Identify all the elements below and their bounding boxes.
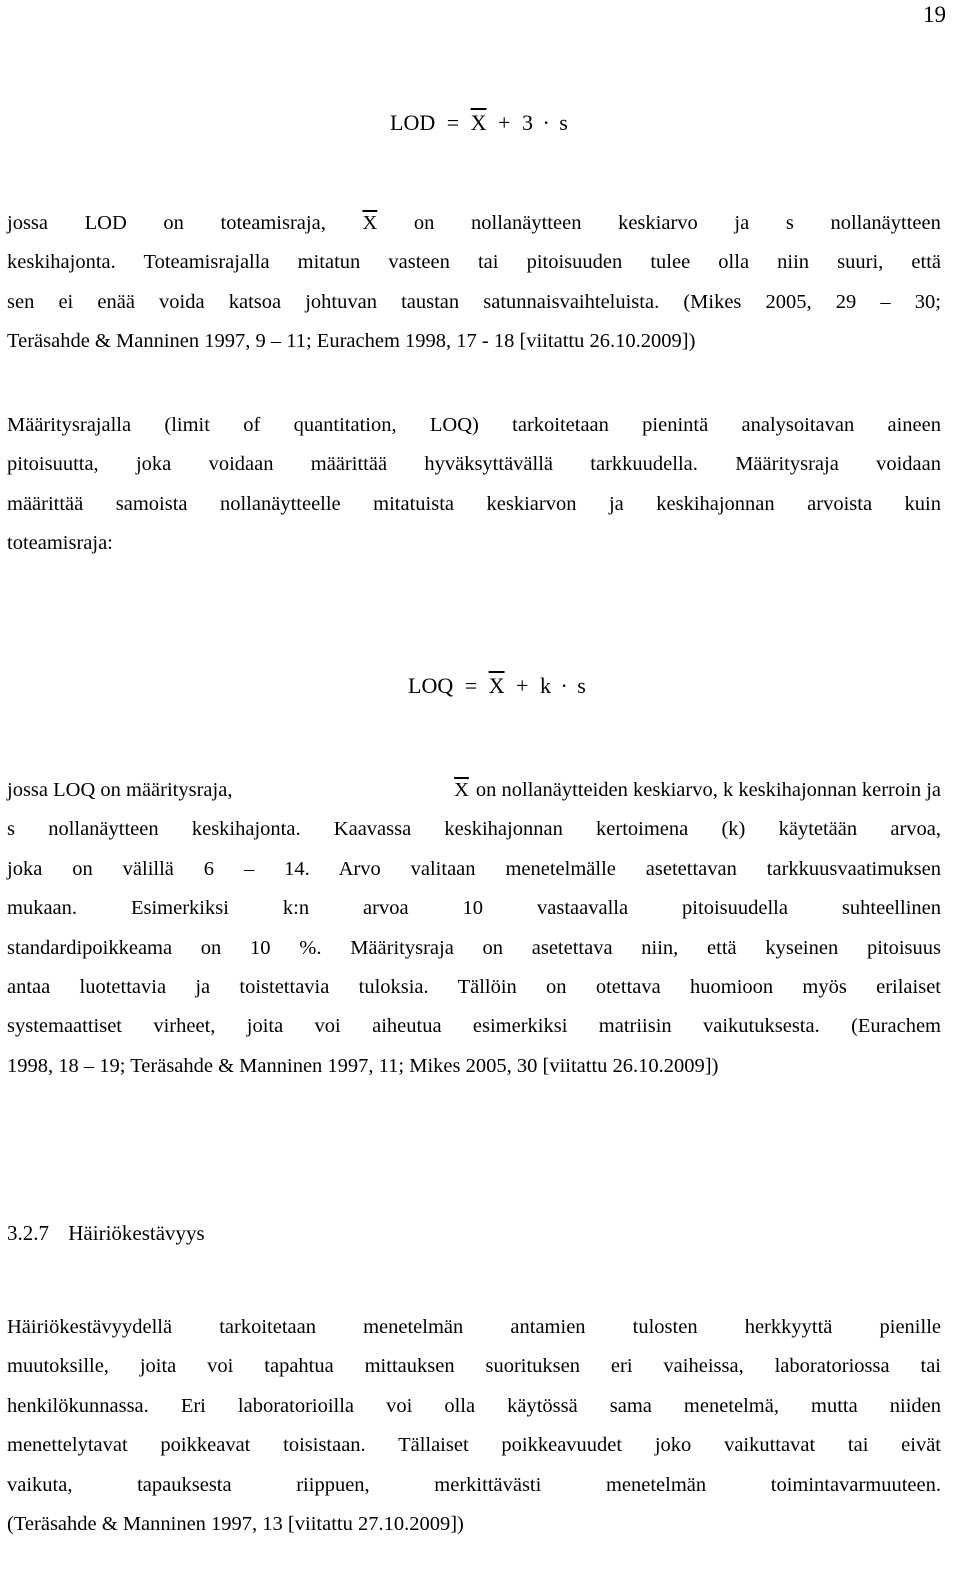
mean-symbol: $\overline{X}$ xyxy=(362,212,378,234)
word: LOD xyxy=(84,212,127,234)
formula-equals: = xyxy=(464,673,478,698)
word: toteamisraja, xyxy=(220,212,326,234)
page-number: 19 xyxy=(923,2,946,27)
paragraph-line xyxy=(7,204,941,243)
paragraph-line: muutoksille, joita voi tapahtua mittauksen suorituksen eri vaiheissa, laboratoriossa tai xyxy=(7,1355,941,1378)
paragraph-line: Häiriökestävyydellä tarkoitetaan menetelmän antamien tulosten herkkyyttä pienille xyxy=(7,1316,941,1338)
formula-lod xyxy=(390,110,568,136)
paragraph-line: antaa luotettavia ja toistettavia tuloksia. Tällöin on otettava huomioon myös erilaiset xyxy=(7,976,941,999)
paragraph-line: mukaan. Esimerkiksi k:n arvoa 10 vastaavalla pitoisuudella suhteellinen xyxy=(7,897,941,920)
word: nollanäytteen xyxy=(830,212,941,234)
paragraph-line: Määritysrajalla (limit of quantitation, LOQ) tarkoitetaan pienintä analysoitavan aineen xyxy=(7,414,941,436)
section-heading xyxy=(7,1221,205,1246)
paragraph-line: henkilökunnassa. Eri laboratorioilla voi olla käytössä sama menetelmä, mutta niiden xyxy=(7,1394,941,1417)
word: nollanäytteen xyxy=(471,212,582,234)
paragraph-line: standardipoikkeama on 10 %. Määritysraja on asetettava niin, että kyseinen pitoisuus xyxy=(7,936,941,959)
formula-equals: = xyxy=(446,110,460,135)
formula-loq xyxy=(408,673,586,699)
formula-dot: · xyxy=(542,110,550,135)
paragraph-lod xyxy=(7,204,941,362)
word: s xyxy=(785,212,794,234)
paragraph-line: sen ei enää voida katsoa johtuvan taustan satunnaisvaihteluista. (Mikes 2005, 29 – 30; xyxy=(7,290,941,313)
formula-mean: $\overline{X}$ xyxy=(470,110,487,135)
paragraph-robustness xyxy=(7,1308,941,1544)
word: jossa xyxy=(7,212,48,234)
formula-lhs: LOQ xyxy=(408,673,454,698)
word: on xyxy=(163,212,184,234)
formula-s: s xyxy=(577,673,586,698)
text-after-symbol: on nollanäytteiden keskiarvo, k keskihajonnan kerroin ja xyxy=(475,779,941,801)
paragraph-line: joka on välillä 6 – 14. Arvo valitaan menetelmälle asetettavan tarkkuusvaatimuksen xyxy=(7,857,941,880)
paragraph-line: menettelytavat poikkeavat toisistaan. Tällaiset poikkeavuudet joko vaikuttavat tai eivät xyxy=(7,1434,941,1457)
paragraph-line: vaikuta, tapauksesta riippuen, merkittävästi menetelmän toimintavarmuuteen. xyxy=(7,1473,941,1496)
paragraph-line: keskihajonta. Toteamisrajalla mitatun vasteen tai pitoisuuden tulee olla niin suuri, että xyxy=(7,251,941,274)
paragraph-line: (Teräsahde & Manninen 1997, 13 [viitattu 27.10.2009]) xyxy=(7,1513,464,1536)
word: on xyxy=(413,212,435,234)
paragraph-line: 1998, 18 – 19; Teräsahde & Manninen 1997, 11; Mikes 2005, 30 [viitattu 26.10.2009]) xyxy=(7,1054,719,1077)
word: ja xyxy=(734,212,750,234)
word: keskiarvo xyxy=(618,212,698,234)
paragraph-line: s nollanäytteen keskihajonta. Kaavassa keskihajonnan kertoimena (k) käytetään arvoa, xyxy=(7,818,941,841)
paragraph-line: systemaattiset virheet, joita voi aiheutua esimerkiksi matriisin vaikutuksesta. (Eurachem xyxy=(7,1015,941,1038)
symbol-and-rest xyxy=(454,771,941,810)
formula-mean: $\overline{X}$ xyxy=(488,673,505,698)
formula-plus: + xyxy=(516,673,529,698)
formula-dot: · xyxy=(560,673,568,698)
formula-lhs: LOD xyxy=(390,110,436,135)
formula-coefficient: k xyxy=(539,673,551,698)
paragraph-line xyxy=(7,771,941,810)
paragraph-loq-definition xyxy=(7,406,941,564)
section-title: Häiriökestävyys xyxy=(68,1221,205,1245)
paragraph-line: määrittää samoista nollanäytteelle mitatuista keskiarvon ja keskihajonnan arvoista kuin xyxy=(7,492,941,515)
formula-s: s xyxy=(559,110,568,135)
paragraph-line: pitoisuutta, joka voidaan määrittää hyväksyttävällä tarkkuudella. Määritysraja voidaan xyxy=(7,453,941,476)
formula-plus: + xyxy=(498,110,511,135)
section-number: 3.2.7 xyxy=(7,1221,49,1245)
text-before-symbol: jossa LOQ on määritysraja, xyxy=(7,779,233,801)
mean-symbol: $\overline{X}$ xyxy=(454,779,469,801)
paragraph-line: toteamisraja: xyxy=(7,532,113,555)
formula-coefficient: 3 xyxy=(521,110,533,135)
paragraph-loq-explanation xyxy=(7,771,941,1086)
paragraph-line: Teräsahde & Manninen 1997, 9 – 11; Eurachem 1998, 17 - 18 [viitattu 26.10.2009]) xyxy=(7,330,696,353)
